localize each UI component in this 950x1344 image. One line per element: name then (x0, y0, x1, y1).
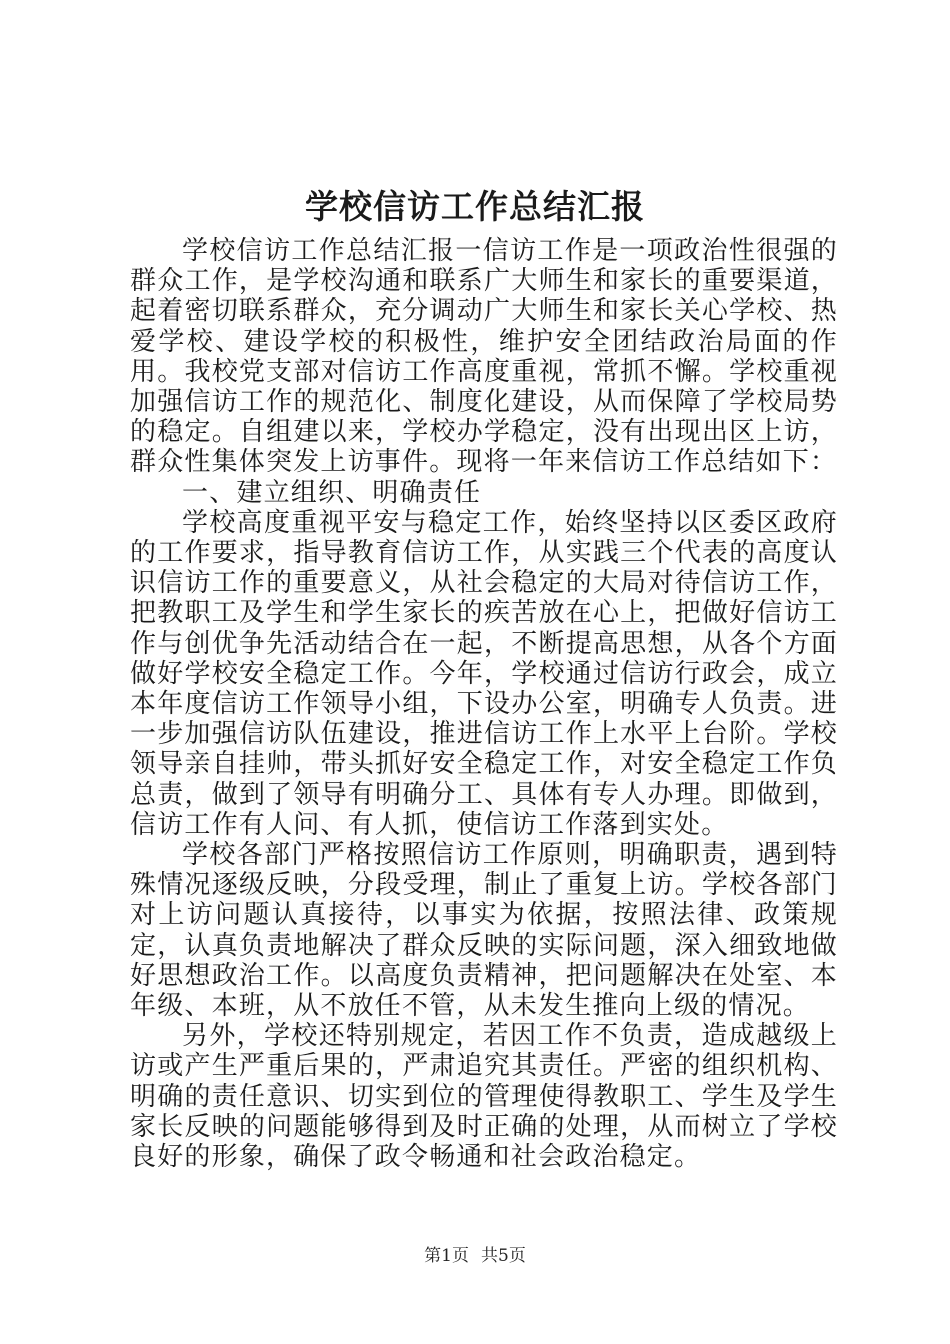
page-footer (0, 1244, 950, 1268)
paragraph-departments: 学校各部门严格按照信访工作原则，明确职责，遇到特殊情况逐级反映，分段受理，制止了重复上访。学校各部门对上访问题认真接待，以事实为依据，按照法律、政策规定，认真负责地解决了群众反映的实际问题，深入细致地做好思想政治工作。以高度负责精神，把问题解决在处室、本年级、本班，从不放任不管，从未发生推向上级的情况。 (130, 840, 838, 1022)
page-number-total: 共5页 (481, 1246, 526, 1266)
paragraph-organization: 学校高度重视平安与稳定工作，始终坚持以区委区政府的工作要求，指导教育信访工作，从实践三个代表的高度认识信访工作的重要意义，从社会稳定的大局对待信访工作，把教职工及学生和学生家长的疾苦放在心上，把做好信访工作与创优争先活动结合在一起，不断提高思想，从各个方面做好学校安全稳定工作。今年，学校通过信访行政会，成立本年度信访工作领导小组，下设办公室，明确专人负责。进一步加强信访队伍建设，推进信访工作上水平上台阶。学校领导亲自挂帅，带头抓好安全稳定工作，对安全稳定工作负总责，做到了领导有明确分工、具体有专人办理。即做到，信访工作有人问、有人抓，使信访工作落到实处。 (130, 507, 838, 840)
document-title: 学校信访工作总结汇报 (305, 187, 645, 226)
paragraph-accountability: 另外，学校还特别规定，若因工作不负责，造成越级上访或产生严重后果的，严肃追究其责任。严密的组织机构、明确的责任意识、切实到位的管理使得教职工、学生及学生家长反映的问题能够得到及时正确的处理，从而树立了学校良好的形象，确保了政令畅通和社会政治稳定。 (130, 1021, 838, 1173)
section-heading-1: 一、建立组织、明确责任 (182, 477, 482, 508)
page-number-current: 第1页 (424, 1246, 469, 1266)
document-body (130, 236, 838, 1172)
paragraph-intro: 学校信访工作总结汇报一信访工作是一项政治性很强的群众工作，是学校沟通和联系广大师生和家长的重要渠道，起着密切联系群众，充分调动广大师生和家长关心学校、热爱学校、建设学校的积极性，维护安全团结政治局面的作用。我校党支部对信访工作高度重视，常抓不懈。学校重视加强信访工作的规范化、制度化建设，从而保障了学校局势的稳定。自组建以来，学校办学稳定，没有出现出区上访，群众性集体突发上访事件。现将一年来信访工作总结如下： (130, 236, 838, 478)
